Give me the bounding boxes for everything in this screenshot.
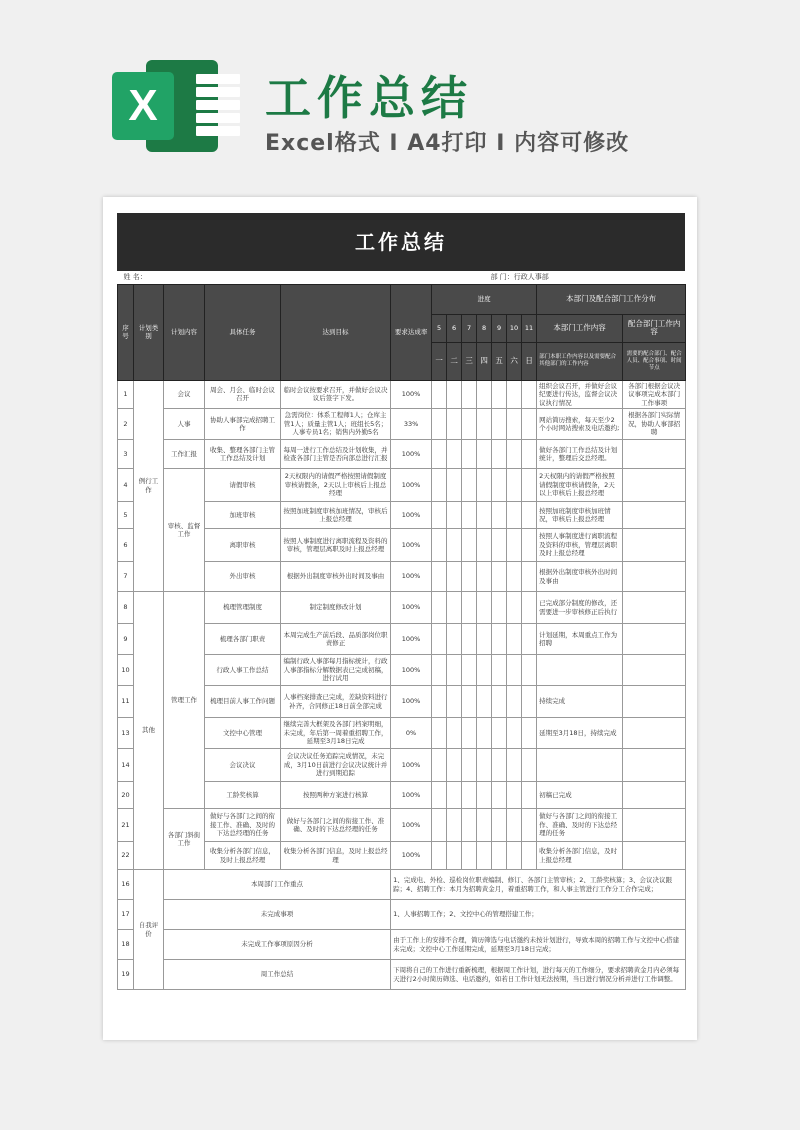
progress-cell	[522, 749, 537, 782]
progress-cell	[477, 592, 492, 624]
row-task: 工龄奖核算	[205, 782, 281, 809]
table-row	[118, 592, 686, 624]
eval-number: 17	[118, 900, 134, 930]
row-own-work: 组织会议召开，并做好会议纪要进行传达，监督会议决议执行情况	[537, 380, 623, 409]
progress-cell	[447, 686, 462, 718]
header-coop-note: 需要的配合部门、配合人员、配合事项、时间节点	[623, 342, 686, 380]
row-number: 20	[118, 782, 134, 809]
row-rate: 100%	[391, 592, 432, 624]
progress-cell	[522, 502, 537, 529]
progress-cell	[492, 469, 507, 502]
row-goal: 本周完成生产前后段、品质部岗位职责修正	[281, 624, 391, 655]
progress-cell	[462, 562, 477, 592]
row-goal: 收集分析各部门信息，及时上报总经理	[281, 842, 391, 870]
row-coop-work	[623, 686, 686, 718]
row-task: 梳理目前人事工作问题	[205, 686, 281, 718]
row-task: 加班审核	[205, 502, 281, 529]
eval-number: 18	[118, 930, 134, 960]
row-rate: 100%	[391, 469, 432, 502]
row-content: 人事	[164, 409, 205, 440]
progress-cell	[447, 440, 462, 469]
header-seq: 序号	[118, 284, 134, 380]
row-number: 21	[118, 809, 134, 842]
row-rate: 33%	[391, 409, 432, 440]
row-own-work	[537, 749, 623, 782]
eval-label: 未完成事项	[164, 900, 391, 930]
row-own-work: 按照加班制度审核加班情况，审核后上报总经理	[537, 502, 623, 529]
progress-cell	[507, 380, 522, 409]
row-number: 9	[118, 624, 134, 655]
day-5: 五	[492, 342, 507, 380]
progress-cell	[522, 562, 537, 592]
progress-cell	[432, 749, 447, 782]
progress-cell	[462, 409, 477, 440]
progress-cell	[462, 469, 477, 502]
row-number: 10	[118, 655, 134, 686]
row-coop-work	[623, 809, 686, 842]
progress-cell	[447, 782, 462, 809]
row-goal: 按照人事制度进行离职流程及资料的审核，管理层离职及时上报总经理	[281, 529, 391, 562]
row-goal: 编制行政人事部每月指标统计，行政人事部指标分解数据表已完成初稿，进行试用	[281, 655, 391, 686]
row-coop-work	[623, 782, 686, 809]
week-7: 7	[462, 314, 477, 342]
progress-cell	[447, 469, 462, 502]
week-9: 9	[492, 314, 507, 342]
eval-number: 16	[118, 870, 134, 900]
eval-row	[118, 900, 686, 930]
progress-cell	[492, 842, 507, 870]
progress-cell	[522, 440, 537, 469]
row-rate: 100%	[391, 440, 432, 469]
progress-cell	[432, 718, 447, 749]
progress-cell	[522, 380, 537, 409]
eval-row	[118, 930, 686, 960]
progress-cell	[432, 469, 447, 502]
progress-cell	[522, 592, 537, 624]
row-task: 文控中心管理	[205, 718, 281, 749]
eval-number: 19	[118, 960, 134, 990]
header-goal: 达到目标	[281, 284, 391, 380]
progress-cell	[462, 502, 477, 529]
row-rate: 100%	[391, 655, 432, 686]
week-11: 11	[522, 314, 537, 342]
header-task: 具体任务	[205, 284, 281, 380]
row-content: 审核、监督工作	[164, 469, 205, 592]
progress-cell	[477, 686, 492, 718]
row-own-work: 持续完成	[537, 686, 623, 718]
progress-cell	[477, 502, 492, 529]
progress-cell	[522, 409, 537, 440]
row-number: 4	[118, 469, 134, 502]
progress-cell	[492, 686, 507, 718]
row-task: 协助人事部完成招聘工作	[205, 409, 281, 440]
progress-cell	[462, 592, 477, 624]
progress-cell	[447, 380, 462, 409]
row-own-work: 收集分析各部门信息，及时上报总经理	[537, 842, 623, 870]
eval-label: 未完成工作事项原因分析	[164, 930, 391, 960]
sheet-title: 工作总结	[117, 213, 685, 271]
progress-cell	[432, 440, 447, 469]
row-goal: 制定制度修改计划	[281, 592, 391, 624]
row-rate: 100%	[391, 502, 432, 529]
progress-cell	[492, 440, 507, 469]
row-task: 行政人事工作总结	[205, 655, 281, 686]
progress-cell	[507, 655, 522, 686]
progress-cell	[477, 655, 492, 686]
row-task: 外出审核	[205, 562, 281, 592]
row-task: 做好与各部门之间的衔接工作、准确、及时的下达总经理的任务	[205, 809, 281, 842]
progress-cell	[462, 809, 477, 842]
row-rate: 100%	[391, 782, 432, 809]
progress-cell	[462, 529, 477, 562]
progress-cell	[477, 624, 492, 655]
header-category: 计划类别	[134, 284, 164, 380]
row-number: 1	[118, 380, 134, 409]
row-goal: 人事档案排查已完成，差缺资料进行补齐，合同修正18日前全部完成	[281, 686, 391, 718]
eval-row	[118, 870, 686, 900]
progress-cell	[507, 562, 522, 592]
row-task: 梳理各部门职责	[205, 624, 281, 655]
row-own-work: 延期至3月18日，持续完成	[537, 718, 623, 749]
row-rate: 100%	[391, 749, 432, 782]
row-number: 6	[118, 529, 134, 562]
row-number: 3	[118, 440, 134, 469]
row-goal: 急需岗位：体系工程师1人；仓库主管1人；质量主管1人；班组长5名；人事专员1名；销售内外勤5名	[281, 409, 391, 440]
progress-cell	[462, 655, 477, 686]
progress-cell	[507, 502, 522, 529]
progress-cell	[492, 718, 507, 749]
progress-cell	[432, 624, 447, 655]
progress-cell	[447, 529, 462, 562]
week-10: 10	[507, 314, 522, 342]
progress-cell	[477, 718, 492, 749]
progress-cell	[492, 562, 507, 592]
progress-cell	[507, 529, 522, 562]
day-6: 六	[507, 342, 522, 380]
progress-cell	[492, 624, 507, 655]
row-goal: 继续完善大框架及各部门档案明细，未完成，年后第一周着重招聘工作，延期至3月18日完成	[281, 718, 391, 749]
eval-label: 本周部门工作重点	[164, 870, 391, 900]
row-coop-work	[623, 655, 686, 686]
progress-cell	[432, 562, 447, 592]
progress-cell	[507, 718, 522, 749]
row-rate: 100%	[391, 842, 432, 870]
week-6: 6	[447, 314, 462, 342]
progress-cell	[507, 809, 522, 842]
progress-cell	[432, 782, 447, 809]
row-goal: 2天权限内的请假严格按照请假制度审核请假条，2天以上审核后上报总经理	[281, 469, 391, 502]
row-rate: 100%	[391, 686, 432, 718]
progress-cell	[522, 529, 537, 562]
row-task: 梳理管理制度	[205, 592, 281, 624]
row-task: 周会、月会、临时会议召开	[205, 380, 281, 409]
row-coop-work	[623, 718, 686, 749]
row-number: 5	[118, 502, 134, 529]
header-own-note: 部门本职工作内容以及需要配合其他部门的工作内容	[537, 342, 623, 380]
progress-cell	[477, 842, 492, 870]
table-row	[118, 380, 686, 409]
progress-cell	[492, 592, 507, 624]
row-rate: 100%	[391, 809, 432, 842]
progress-cell	[477, 809, 492, 842]
progress-cell	[477, 440, 492, 469]
row-coop-work	[623, 624, 686, 655]
row-rate: 0%	[391, 718, 432, 749]
table-row	[118, 440, 686, 469]
progress-cell	[432, 842, 447, 870]
table-row	[118, 409, 686, 440]
day-4: 四	[477, 342, 492, 380]
progress-cell	[507, 749, 522, 782]
eval-text: 1、完成电、外检、巡检岗位职责编制、修订、各部门主管审核；2、工龄奖核算；3、会议决议跟踪；4、招聘工作：本月为招聘黄金月，着重招聘工作，和人事主管进行工作分工合作完成；	[391, 870, 686, 900]
progress-cell	[447, 409, 462, 440]
row-coop-work	[623, 562, 686, 592]
header-content: 计划内容	[164, 284, 205, 380]
progress-cell	[462, 749, 477, 782]
row-coop-work: 根据各部门实际情况，协助人事部招聘	[623, 409, 686, 440]
progress-cell	[507, 469, 522, 502]
progress-cell	[522, 686, 537, 718]
row-goal: 按照两种方案进行核算	[281, 782, 391, 809]
progress-cell	[492, 655, 507, 686]
progress-cell	[432, 529, 447, 562]
row-task: 离职审核	[205, 529, 281, 562]
progress-cell	[507, 409, 522, 440]
progress-cell	[447, 655, 462, 686]
row-task: 请假审核	[205, 469, 281, 502]
progress-cell	[522, 718, 537, 749]
day-2: 二	[447, 342, 462, 380]
progress-cell	[432, 409, 447, 440]
progress-cell	[477, 562, 492, 592]
progress-cell	[522, 782, 537, 809]
row-coop-work	[623, 592, 686, 624]
day-7: 日	[522, 342, 537, 380]
excel-logo-icon: X	[112, 60, 218, 152]
row-number: 8	[118, 592, 134, 624]
header-distribution: 本部门及配合部门工作分布	[537, 284, 686, 314]
progress-cell	[507, 842, 522, 870]
row-number: 13	[118, 718, 134, 749]
progress-cell	[492, 749, 507, 782]
row-category: 其他	[134, 592, 164, 870]
header-own: 本部门工作内容	[537, 314, 623, 342]
row-category: 例行工作	[134, 380, 164, 592]
row-goal: 临时会议按要求召开，并做好会议决议后签字下发。	[281, 380, 391, 409]
progress-cell	[507, 686, 522, 718]
progress-cell	[447, 502, 462, 529]
day-1: 一	[432, 342, 447, 380]
progress-cell	[432, 655, 447, 686]
progress-cell	[432, 809, 447, 842]
progress-cell	[492, 529, 507, 562]
row-number: 2	[118, 409, 134, 440]
progress-cell	[477, 782, 492, 809]
eval-text: 1、人事招聘工作；2、文控中心的管理搭建工作；	[391, 900, 686, 930]
eval-text: 由于工作上的安排不合理，简历筛选与电话邀约未按计划进行，导致本周的招聘工作与文控中心搭建未完成；文控中心工作延期完成，延期至3月18日完成；	[391, 930, 686, 960]
progress-cell	[507, 440, 522, 469]
progress-cell	[477, 380, 492, 409]
progress-cell	[462, 782, 477, 809]
progress-cell	[447, 718, 462, 749]
progress-cell	[477, 749, 492, 782]
document-preview	[103, 197, 697, 1040]
progress-cell	[507, 624, 522, 655]
row-number: 14	[118, 749, 134, 782]
progress-cell	[462, 380, 477, 409]
table-row	[118, 809, 686, 842]
row-own-work: 做好各部门工作总结及计划统计，整理后交总经理。	[537, 440, 623, 469]
row-task: 收集、整理各部门主管工作总结及计划	[205, 440, 281, 469]
progress-cell	[477, 529, 492, 562]
summary-table	[117, 271, 686, 990]
progress-cell	[447, 562, 462, 592]
progress-cell	[462, 624, 477, 655]
progress-cell	[492, 409, 507, 440]
progress-cell	[522, 655, 537, 686]
row-number: 22	[118, 842, 134, 870]
progress-cell	[492, 782, 507, 809]
row-coop-work	[623, 469, 686, 502]
row-goal: 每周一进行工作总结及计划收集，并检查各部门主管是否向部总进行汇报	[281, 440, 391, 469]
eval-text: 下周将自己的工作进行重新梳理，根据周工作计划，进行每天的工作细分，要求招聘黄金月内必须每天进行2小时简历筛选、电话邀约，如若日工作计划无法按期，当日进行情况分析并进行工作调整。	[391, 960, 686, 990]
week-5: 5	[432, 314, 447, 342]
row-coop-work	[623, 749, 686, 782]
row-goal: 根据外出制度审核外出时间及事由	[281, 562, 391, 592]
header-coop: 配合部门工作内容	[623, 314, 686, 342]
row-coop-work	[623, 842, 686, 870]
progress-cell	[447, 749, 462, 782]
row-coop-work	[623, 502, 686, 529]
row-task: 会议决议	[205, 749, 281, 782]
header-progress: 进度	[432, 284, 537, 314]
row-content: 会议	[164, 380, 205, 409]
eval-row	[118, 960, 686, 990]
progress-cell	[492, 380, 507, 409]
progress-cell	[492, 502, 507, 529]
row-rate: 100%	[391, 529, 432, 562]
row-rate: 100%	[391, 624, 432, 655]
progress-cell	[522, 624, 537, 655]
progress-cell	[447, 842, 462, 870]
row-coop-work	[623, 529, 686, 562]
row-task: 收集分析各部门信息，及时上报总经理	[205, 842, 281, 870]
progress-cell	[447, 809, 462, 842]
row-rate: 100%	[391, 562, 432, 592]
progress-cell	[462, 440, 477, 469]
eval-category: 自我评价	[134, 870, 164, 990]
progress-cell	[447, 592, 462, 624]
progress-cell	[462, 686, 477, 718]
hero-subtitle: Excel格式 I A4打印 I 内容可修改	[265, 131, 630, 156]
hero-title: 工作总结	[265, 71, 473, 125]
row-own-work	[537, 655, 623, 686]
worksheet	[117, 213, 685, 990]
row-content: 各部门斜街工作	[164, 809, 205, 870]
row-number: 7	[118, 562, 134, 592]
progress-cell	[432, 502, 447, 529]
header-rate: 要求达成率	[391, 284, 432, 380]
row-own-work: 做好与各部门之间的衔接工作、准确、及时的下达总经理的任务	[537, 809, 623, 842]
row-own-work: 计划延期，本周重点工作为招聘	[537, 624, 623, 655]
name-field: 姓 名：	[123, 273, 147, 281]
row-goal: 做好与各部门之间的衔接工作、准确、及时的下达总经理的任务	[281, 809, 391, 842]
progress-cell	[522, 842, 537, 870]
progress-cell	[492, 809, 507, 842]
row-content: 管理工作	[164, 592, 205, 809]
row-coop-work	[623, 440, 686, 469]
eval-label: 周工作总结	[164, 960, 391, 990]
dept-field: 部 门：行政人事部	[490, 273, 549, 281]
table-row	[118, 469, 686, 502]
progress-cell	[432, 592, 447, 624]
row-content: 工作汇报	[164, 440, 205, 469]
row-coop-work: 各部门根据会议决议事项完成本部门工作事项	[623, 380, 686, 409]
progress-cell	[447, 624, 462, 655]
progress-cell	[462, 718, 477, 749]
progress-cell	[507, 592, 522, 624]
row-rate: 100%	[391, 380, 432, 409]
row-number: 11	[118, 686, 134, 718]
row-own-work: 初稿已完成	[537, 782, 623, 809]
row-goal: 会议决议任务追踪完成情况，未完成，3月10日前进行会议决议统计并进行到期追踪	[281, 749, 391, 782]
progress-cell	[477, 409, 492, 440]
progress-cell	[507, 782, 522, 809]
row-own-work: 2天权限内的请假严格按照请假制度审核请假条，2天以上审核后上报总经理	[537, 469, 623, 502]
progress-cell	[522, 469, 537, 502]
week-8: 8	[477, 314, 492, 342]
row-own-work: 网站简历搜索，每天至少2个小时网站搜索及电话邀约;	[537, 409, 623, 440]
day-3: 三	[462, 342, 477, 380]
row-own-work: 已完成部分制度的修改，还需要进一步审核修正后执行	[537, 592, 623, 624]
row-own-work: 根据外出制度审核外出时间及事由	[537, 562, 623, 592]
progress-cell	[462, 842, 477, 870]
row-own-work: 按照人事制度进行离职流程及资料的审核，管理层离职及时上报总经理	[537, 529, 623, 562]
row-goal: 按照加班制度审核加班情况，审核后上报总经理	[281, 502, 391, 529]
progress-cell	[522, 809, 537, 842]
progress-cell	[477, 469, 492, 502]
progress-cell	[432, 686, 447, 718]
progress-cell	[432, 380, 447, 409]
